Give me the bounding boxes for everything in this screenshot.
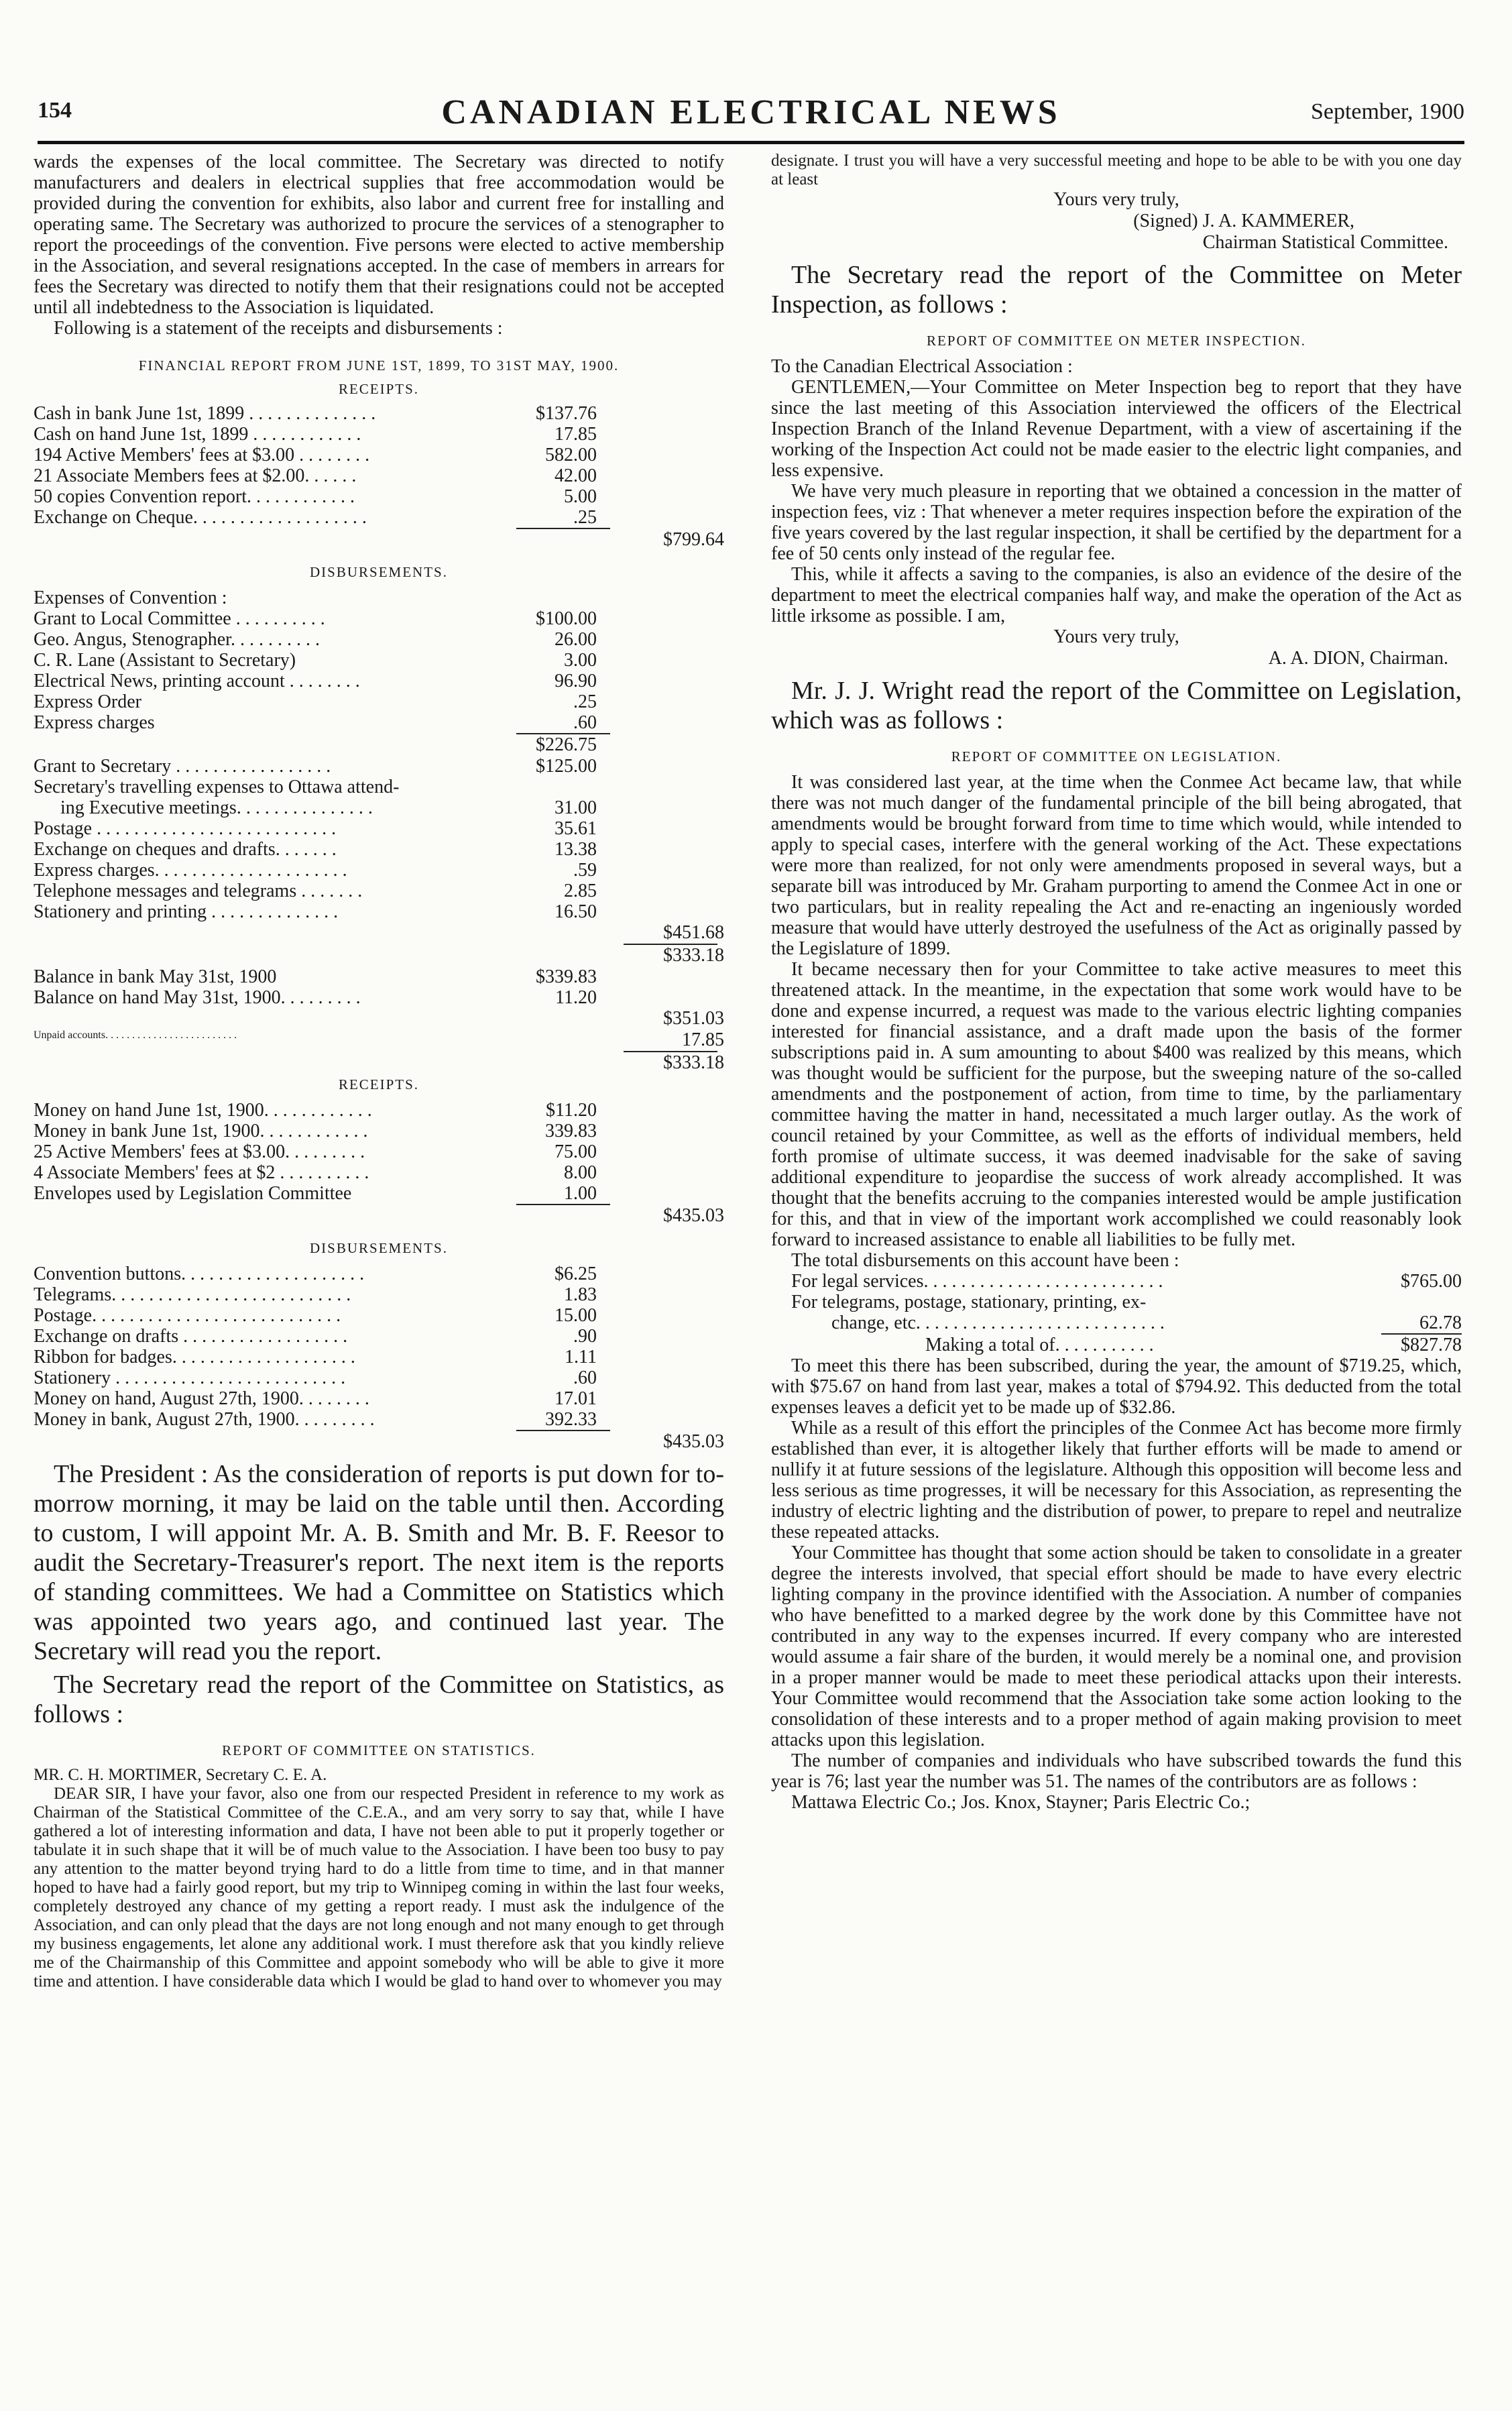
ledger-row	[34, 1367, 724, 1388]
row-amount: $125.00	[536, 756, 597, 777]
row-amount: $827.78	[1401, 1335, 1462, 1355]
legislation-paragraph-7: Mattawa Electric Co.; Jos. Knox, Stayner; Paris Electric Co.;	[791, 1792, 1251, 1813]
balance-total-row	[34, 1008, 724, 1029]
row-label: Postage . . . . . . . . . . . . . . . . . . . . . . . . . .	[34, 818, 337, 839]
statistics-addressee: MR. C. H. MORTIMER, Secretary C. E. A.	[34, 1766, 327, 1784]
legislation-ledger	[771, 1271, 1462, 1355]
row-label: ing Executive meetings. . . . . . . . . . . . . . .	[60, 797, 373, 818]
ledger-row	[34, 966, 724, 987]
row-label: Electrical News, printing account . . . . . . . .	[34, 671, 360, 691]
ledger-row	[34, 756, 724, 777]
row-amount: 31.00	[555, 797, 597, 818]
legislation-paragraph-5: Your Committee has thought that some action should be taken to consolidate in a greater degree the interests involved, that special effort should be made to have every electric lighting company in the province identified with the Association. A number of companies who have benefitted to a marked degree by the work done by this Committee have not contributed in any way to the expenses incurred. If every company who are interested would assume a fair share of the burden, it would merely be a nominal one, and provision in a proper manner would be made to meet these periodical attacks upon their interests. Your Committee would recommend that the Association take some action looking to the consolidation of these interests and to a proper method of again making provision to meet attacks upon this legislation.	[771, 1543, 1462, 1750]
convention-subtotal: $226.75	[536, 734, 597, 755]
row-amount: .25	[573, 507, 597, 528]
row-amount: 1.11	[565, 1347, 597, 1367]
closing-yours-2: Yours very truly,	[1053, 626, 1179, 647]
row-label: Grant to Local Committee . . . . . . . . . .	[34, 608, 325, 629]
issue-date: September, 1900	[1310, 99, 1464, 124]
row-label: Balance on hand May 31st, 1900. . . . . . . . .	[34, 987, 361, 1008]
row-amount: 26.00	[555, 629, 597, 650]
row-amount: 8.00	[564, 1162, 597, 1183]
row-label: Telegrams. . . . . . . . . . . . . . . . . . . . . . . . . .	[34, 1284, 351, 1305]
page-header	[38, 93, 1464, 139]
row-label: Envelopes used by Legislation Committee	[34, 1183, 352, 1204]
row-amount: 339.83	[545, 1121, 597, 1141]
ledger-row	[34, 777, 724, 797]
legislation-paragraph-4: While as a result of this effort the principles of the Conmee Act has become more firmly established than ever, it is altogether likely that further efforts will be made to amend or nullify it at future sessions of the legislature. Although this opposition will become less and less serious as time progresses, it will be necessary for this Association, as representing the industry of electric lighting and the distribution of power, to prepare to repel and neutralize these repeated attacks.	[771, 1418, 1462, 1543]
legislation-intro: Mr. J. J. Wright read the report of the Committee on Legislation, which was as follows :	[771, 677, 1462, 734]
disbursements-ledger	[34, 756, 724, 922]
convention-expenses-heading: Expenses of Convention :	[34, 587, 227, 608]
meter-paragraph-1: GENTLEMEN,—Your Committee on Meter Inspection beg to report that they have since the last meeting of this Association interviewed the officers of the Electrical Inspection Branch of the Inland Revenue Department, with a view of ascertaining if the working of the Inspection Act could not be made easier to the electric light companies, and less expensive.	[771, 377, 1462, 481]
telegrams-row-cont	[791, 1312, 1462, 1333]
unpaid-amount: 17.85	[682, 1029, 724, 1050]
ledger-row	[34, 1326, 724, 1347]
row-amount: 582.00	[545, 445, 597, 465]
disbursements-heading-2: DISBURSEMENTS.	[310, 1240, 448, 1256]
row-label: 194 Active Members' fees at $3.00 . . . . . . . .	[34, 445, 370, 465]
row-label: Telephone messages and telegrams . . . . . . .	[34, 881, 363, 901]
ledger-row	[34, 486, 724, 507]
intro-paragraph: wards the expenses of the local committee. The Secretary was directed to notify manufacturers and dealers in electrical supplies that free accommodation would be provided during the convention for exhibits, also labor and current free for installing and operating same. The Secretary was authorized to procure the services of a stenographer to report the proceedings of the convention. Five persons were elected to active membership in the Association, and several resignations accepted. In the case of members in arrears for fees the Secretary was directed to notify them that their resignations could not be accepted until all indebtedness to the Association is liquidated.	[34, 152, 724, 318]
ledger-row	[34, 650, 724, 671]
row-amount: 2.85	[564, 881, 597, 901]
meter-paragraph-3: This, while it affects a saving to the companies, is also an evidence of the desire of the department to meet the electrical companies half way, and make the operation of the Act as little irksome as possible. I am,	[771, 564, 1462, 626]
row-amount: $765.00	[1401, 1271, 1462, 1292]
disbursement-intro: The total disbursements on this account have been :	[791, 1250, 1179, 1271]
header-rule	[38, 141, 1464, 144]
row-label: Exchange on drafts . . . . . . . . . . . . . . . . . .	[34, 1326, 348, 1347]
unpaid-label: Unpaid accounts. . . . . . . . . . . . . . . . . . . . . . . . .	[34, 1029, 237, 1041]
row-label: Making a total of. . . . . . . . . . .	[925, 1335, 1154, 1355]
right-column	[771, 152, 1462, 1813]
row-amount: 11.20	[555, 987, 597, 1008]
row-amount: 62.78	[1419, 1312, 1462, 1333]
ledger-row	[34, 818, 724, 839]
masthead: CANADIAN ELECTRICAL NEWS	[441, 93, 1061, 131]
kammerer-signature: (Signed) J. A. KAMMERER,	[1133, 211, 1354, 231]
president-remarks: The President : As the consideration of reports is put down for to-morrow morning, it may be laid on the table until then. According to custom, I will appoint Mr. A. B. Smith and Mr. B. F. Reesor to audit the Secretary-Treasurer's report. The next item is the reports of standing committees. We had a Committee on Statistics which was appointed two years ago, and continued last year. The Secretary will read you the report.	[34, 1460, 724, 1665]
row-amount: .59	[573, 860, 597, 881]
statistics-letter: DEAR SIR, I have your favor, also one from our respected President in reference to my work as Chairman of the Statistical Committee of the C.E.A., and am very sorry to say that, while I have gathered a lot of interesting information and data, I have not been able to put it properly together or tabulate it in such shape that it will be of much value to the Association. I have been too busy to pay any attention to the matter beyond trying hard to do a little from time to time, and in that manner hoped to have had a fairly good report, but my trip to Winnipeg coming in within the last four weeks, completely destroyed any chance of my getting a report ready. I must ask the indulgence of the Association, and can only plead that the days are not long enough and not many enough to get through my business engagements, let alone any additional work. I must therefore ask that you kindly relieve me of the Chairmanship of this Committee and appoint somebody who will be able to give it more time and attention. I have considerable data which I would be glad to hand over to whomever you may	[34, 1785, 724, 1991]
convention-subtotal-row	[34, 734, 724, 756]
unpaid-row	[34, 1029, 724, 1051]
legislation-paragraph-2: It became necessary then for your Committee to take active measures to meet this threatened attack. In the meantime, in the expectation that some work would have to be done and expense incurred, a request was made to the various electric lighting companies interested for financial assistance, and a draft made upon the basis of the former subscriptions paid in. A sum amounting to about $400 was realized by this means, which was thought would be sufficient for the purpose, but the sweeping nature of the so-called amendments and the postponement of action, from time to time, by the parliamentary committee having the matter in hand, necessitated a much larger outlay. As the work of council retained by your Committee, as well as the efforts of individual members, held forth promise of ultimate success, it was deemed inadvisable for the sake of saving additional expenditure to jeopardise the success of work already accomplished. It was thought that the benefits accruing to the companies interested would be ample justification for this, and that in view of the important work accomplished we could reasonably look forward to increased assistance to enable all liabilities to be fully met.	[771, 959, 1462, 1250]
row-label: Stationery . . . . . . . . . . . . . . . . . . . . . . . . .	[34, 1367, 346, 1388]
row-label: Grant to Secretary . . . . . . . . . . . . . . . . .	[34, 756, 331, 777]
row-amount: .60	[573, 712, 597, 733]
ledger-row	[34, 671, 724, 691]
row-amount: 75.00	[555, 1141, 597, 1162]
row-label: Geo. Angus, Stenographer. . . . . . . . . .	[34, 629, 320, 650]
disbursements-total: $451.68	[663, 922, 724, 943]
receipts-total: $799.64	[663, 529, 724, 550]
row-amount: $339.83	[536, 966, 597, 987]
meter-addressee: To the Canadian Electrical Association :	[771, 356, 1073, 377]
ledger-row	[34, 1183, 724, 1204]
row-label: C. R. Lane (Assistant to Secretary)	[34, 650, 296, 671]
meter-paragraph-2: We have very much pleasure in reporting that we obtained a concession in the matter of inspection fees, viz : That whenever a meter requires inspection before the expiration of the five years covered by the last regular inspection, it shall be certified by the department for a fee of 50 cents only instead of the regular fee.	[771, 481, 1462, 564]
statistics-report-heading: REPORT OF COMMITTEE ON STATISTICS.	[222, 1742, 536, 1758]
telegrams-row	[791, 1292, 1462, 1312]
row-label: Balance in bank May 31st, 1900	[34, 966, 277, 987]
ledger-row	[34, 1121, 724, 1141]
row-amount: 17.85	[555, 424, 597, 445]
row-label: Secretary's travelling expenses to Ottawa attend-	[34, 777, 400, 797]
row-label: Express charges. . . . . . . . . . . . . . . . . . . . .	[34, 860, 347, 881]
balance-row	[34, 945, 724, 966]
row-label: Cash in bank June 1st, 1899 . . . . . . . . . . . . . .	[34, 403, 376, 424]
ledger-row	[34, 1305, 724, 1326]
row-amount: 1.00	[564, 1183, 597, 1204]
legislation-paragraph-1: It was considered last year, at the time when the Conmee Act became law, that while there was not much danger of the fundamental principle of the bill being abrogated, that amendments would be brought forward from time to time which would, while intended to apply to special cases, interfere with the general working of the Act. These expectations were more than realized, for not only were amendments proposed in several ways, but a separate bill was introduced by Mr. Graham purporting to amend the Conmee Act in one or two particulars, but in reality repealing the Act and re-enacting an ingeniously worded measure that would have utterly destroyed the usefulness of the Act as originally passed by the Legislature of 1899.	[771, 772, 1462, 959]
balance-amount-2: $333.18	[663, 1052, 724, 1073]
ledger-row	[34, 608, 724, 629]
ledger-row	[34, 1284, 724, 1305]
legislation-paragraph-6: The number of companies and individuals who have subscribed towards the fund this year is 76; last year the number was 51. The names of the contributors are as follows :	[771, 1750, 1462, 1792]
ledger-row	[34, 629, 724, 650]
row-amount: $137.76	[536, 403, 597, 424]
ledger-row	[34, 712, 724, 733]
making-total-row	[791, 1335, 1462, 1355]
row-label: Exchange on Cheque. . . . . . . . . . . . . . . . . . .	[34, 507, 367, 528]
ledger-row	[34, 507, 724, 528]
disbursements-total-row	[34, 922, 724, 944]
row-label: Exchange on cheques and drafts. . . . . . .	[34, 839, 337, 860]
row-label: For legal services. . . . . . . . . . . . . . . . . . . . . . . . . .	[791, 1271, 1163, 1292]
ledger-row	[34, 445, 724, 465]
meter-intro: The Secretary read the report of the Committee on Meter Inspection, as follows :	[771, 261, 1462, 319]
receipts-heading: RECEIPTS.	[338, 381, 420, 397]
row-amount: 96.90	[555, 671, 597, 691]
row-amount: $11.20	[546, 1100, 597, 1121]
ledger-row	[34, 881, 724, 901]
ledger-row	[34, 1388, 724, 1409]
disbursements-total-2: $435.03	[663, 1431, 724, 1452]
row-amount: 13.38	[555, 839, 597, 860]
row-label: Money on hand, August 27th, 1900. . . . . . . .	[34, 1388, 369, 1409]
row-label: Stationery and printing . . . . . . . . . . . . . .	[34, 901, 339, 922]
row-amount: 42.00	[555, 465, 597, 486]
row-label: Express Order	[34, 691, 141, 712]
row-amount: $100.00	[536, 608, 597, 629]
row-label: Money in bank, August 27th, 1900. . . . . . . . .	[34, 1409, 375, 1430]
page-number: 154	[38, 98, 72, 123]
row-amount: $6.25	[555, 1264, 597, 1284]
ledger-row	[34, 901, 724, 922]
row-amount: .25	[573, 691, 597, 712]
row-amount: 392.33	[545, 1409, 597, 1430]
row-amount: 17.01	[555, 1388, 597, 1409]
receipts-total-row-2	[34, 1205, 724, 1227]
ledger-row	[34, 1409, 724, 1430]
row-amount: .60	[573, 1367, 597, 1388]
ledger-row	[34, 987, 724, 1008]
ledger-row	[34, 465, 724, 486]
row-amount: 5.00	[564, 486, 597, 507]
balance-amount: $333.18	[663, 945, 724, 966]
legislation-paragraph-3: To meet this there has been subscribed, during the year, the amount of $719.25, which, with $75.67 on hand from last year, makes a total of $794.92. This deducted from the total expenses leaves a deficit yet to be made up of $32.86.	[771, 1355, 1462, 1418]
left-column	[34, 152, 724, 1991]
balance-total: $351.03	[663, 1008, 724, 1029]
ledger-row	[34, 1162, 724, 1183]
receipts-total-row	[34, 529, 724, 551]
ledger-row	[34, 1347, 724, 1367]
balance-row-2	[34, 1052, 724, 1074]
following-line: Following is a statement of the receipts and disbursements :	[54, 318, 503, 339]
row-amount: 15.00	[555, 1305, 597, 1326]
row-amount: 35.61	[555, 818, 597, 839]
financial-report-title: FINANCIAL REPORT FROM JUNE 1ST, 1899, TO 31ST MAY, 1900.	[138, 357, 620, 374]
row-label: Money on hand June 1st, 1900. . . . . . . . . . . .	[34, 1100, 372, 1121]
receipts-heading-2: RECEIPTS.	[338, 1076, 420, 1092]
ledger-row	[34, 1100, 724, 1121]
legislation-report-heading: REPORT OF COMMITTEE ON LEGISLATION.	[951, 748, 1282, 765]
meter-report-heading: REPORT OF COMMITTEE ON METER INSPECTION.	[926, 333, 1307, 349]
statistics-intro: The Secretary read the report of the Committee on Statistics, as follows :	[34, 1671, 724, 1728]
row-label: Postage. . . . . . . . . . . . . . . . . . . . . . . . . . .	[34, 1305, 341, 1326]
ledger-row	[34, 797, 724, 818]
legal-services-row	[791, 1271, 1462, 1292]
dion-signature: A. A. DION, Chairman.	[1268, 648, 1448, 669]
statistics-chairman: Chairman Statistical Committee.	[1202, 232, 1448, 253]
row-amount: 3.00	[564, 650, 597, 671]
row-amount: .90	[573, 1326, 597, 1347]
row-label: Convention buttons. . . . . . . . . . . . . . . . . . . .	[34, 1264, 365, 1284]
row-amount: 16.50	[555, 901, 597, 922]
statistics-letter-end: designate. I trust you will have a very successful meeting and hope to be able to be with you one day at least	[771, 152, 1462, 188]
disbursements-heading: DISBURSEMENTS.	[310, 564, 448, 580]
row-label: 21 Associate Members fees at $2.00. . . . . .	[34, 465, 357, 486]
row-label: Money in bank June 1st, 1900. . . . . . . . . . . .	[34, 1121, 368, 1141]
row-label: change, etc. . . . . . . . . . . . . . . . . . . . . . . . . . .	[831, 1312, 1165, 1333]
balance-ledger	[34, 966, 724, 1008]
ledger-row	[34, 1264, 724, 1284]
row-label: Express charges	[34, 712, 155, 733]
row-label: 4 Associate Members' fees at $2 . . . . . . . . . .	[34, 1162, 369, 1183]
receipts-total-2: $435.03	[663, 1205, 724, 1226]
row-label: 25 Active Members' fees at $3.00. . . . . . . . .	[34, 1141, 365, 1162]
row-label: For telegrams, postage, stationary, printing, ex-	[791, 1292, 1147, 1312]
row-label: 50 copies Convention report. . . . . . . . . . . .	[34, 486, 355, 507]
convention-ledger	[34, 608, 724, 733]
row-amount: 1.83	[564, 1284, 597, 1305]
receipts-ledger-2	[34, 1100, 724, 1204]
disbursements-ledger-2	[34, 1264, 724, 1430]
row-label: Ribbon for badges. . . . . . . . . . . . . . . . . . . .	[34, 1347, 355, 1367]
ledger-row	[34, 403, 724, 424]
row-label: Cash on hand June 1st, 1899 . . . . . . . . . . . .	[34, 424, 361, 445]
ledger-row	[34, 424, 724, 445]
ledger-row	[34, 839, 724, 860]
ledger-row	[34, 1141, 724, 1162]
closing-yours: Yours very truly,	[1053, 189, 1179, 210]
ledger-row	[34, 691, 724, 712]
receipts-ledger	[34, 403, 724, 528]
ledger-row	[34, 860, 724, 881]
disbursements-total-row-2	[34, 1431, 724, 1453]
